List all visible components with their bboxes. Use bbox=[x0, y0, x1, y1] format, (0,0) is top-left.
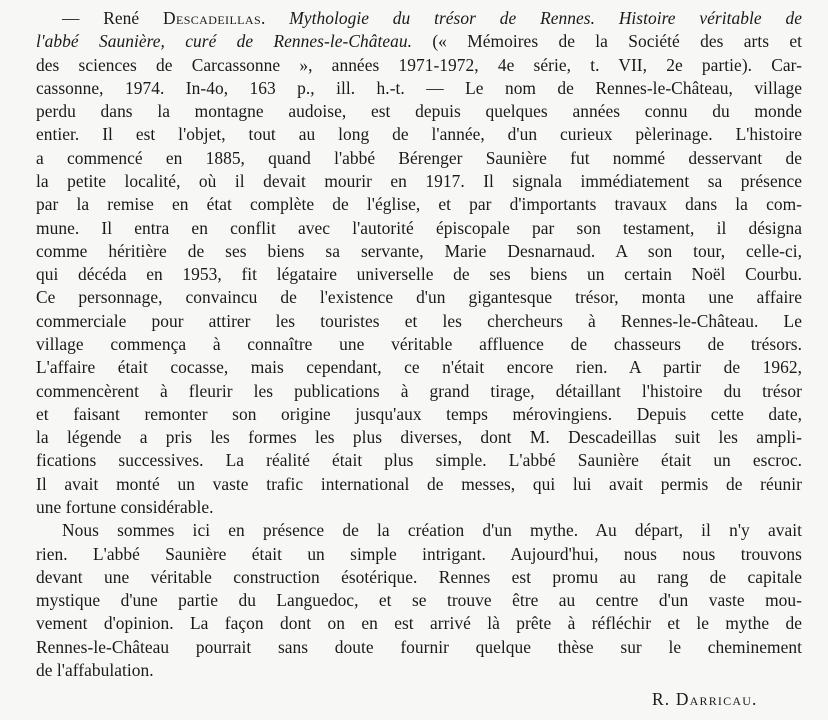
body-line: commencèrent à fleurir les publications à grand tirage, détaillant l'histoire du trésor bbox=[36, 380, 802, 401]
body-line: a commencé en 1885, quand l'abbé Bérenger Saunière fut nommé desservant de bbox=[36, 147, 802, 168]
body-line: Il avait monté un vaste trafic international de messes, qui lui avait permis de réunir bbox=[36, 473, 802, 494]
title-separator: . bbox=[261, 8, 290, 28]
review-heading-line-2 bbox=[36, 31, 802, 51]
paragraph-2-line: devant une véritable construction ésotérique. Rennes est promu au rang de capitale bbox=[36, 566, 802, 587]
author-first-name: René bbox=[103, 8, 164, 28]
body-line: la légende a pris les formes les plus diverses, dont M. Descadeillas suit les ampli- bbox=[36, 427, 802, 448]
paragraph-2-line: rien. L'abbé Saunière était un simple intrigant. Aujourd'hui, nous nous trouvons bbox=[36, 543, 802, 564]
body-line: qui décéda en 1953, fit légataire universelle de ses biens un certain Noël Courbu. bbox=[36, 264, 802, 285]
book-title-part-1: Mythologie du trésor de Rennes. Histoire véritable de bbox=[289, 8, 802, 28]
body-line: la petite localité, où il devait mourir en 1917. Il signala immédiatement sa présence bbox=[36, 171, 802, 191]
body-line: entier. Il est l'objet, tout au long de l'année, d'un curieux pèlerinage. L'histoire bbox=[36, 124, 802, 145]
paragraph-2-line: vement d'opinion. La façon dont on en est arrivé là prête à réfléchir et le mythe de bbox=[36, 613, 802, 634]
body-line: des sciences de Carcassonne », années 1971-1972, 4e série, t. VII, 2e partie). Car- bbox=[36, 54, 802, 75]
body-line: une fortune considérable. bbox=[36, 497, 214, 517]
body-line: fications successives. La réalité était plus simple. L'abbé Saunière était un escroc. bbox=[36, 450, 802, 471]
paragraph-2-line: Rennes-le-Château pourrait sans doute fournir quelque thèse sur le cheminement bbox=[36, 636, 802, 657]
reviewer-signature: R. Darricau. bbox=[652, 689, 758, 709]
publication-info: (« Mémoires de la Société des arts et bbox=[412, 31, 802, 52]
body-line: commerciale pour attirer les touristes et les chercheurs à Rennes-le-Château. Le bbox=[36, 310, 802, 331]
body-line: mune. Il entra en conflit avec l'autorité épiscopale par son testament, il désigna bbox=[36, 217, 802, 238]
paragraph-2-line: Nous sommes ici en présence de la création d'un mythe. Au départ, il n'y avait bbox=[62, 520, 802, 541]
body-line: par la remise en état complète de l'église, et par d'importants travaux dans la com- bbox=[36, 194, 802, 215]
paragraph-2-line: de l'affabulation. bbox=[36, 660, 154, 680]
body-line: village commença à connaître une véritable affluence de chasseurs de trésors. bbox=[36, 334, 802, 354]
body-line: Ce personnage, convaincu de l'existence d'un gigantesque trésor, monta une affaire bbox=[36, 287, 802, 308]
body-line: L'affaire était cocasse, mais cependant, ce n'était encore rien. A partir de 1962, bbox=[36, 357, 802, 378]
body-line: et faisant remonter son origine jusqu'aux temps mérovingiens. Depuis cette date, bbox=[36, 403, 802, 424]
body-line: perdu dans la montagne audoise, est depuis quelques années connu du monde bbox=[36, 101, 802, 122]
body-line: cassonne, 1974. In-4o, 163 p., ill. h.-t. — Le nom de Rennes-le-Château, village bbox=[36, 77, 802, 98]
em-dash: — bbox=[62, 8, 104, 28]
book-title-part-2: l'abbé Saunière, curé de Rennes-le-Château. bbox=[36, 31, 413, 52]
body-line: comme héritière de ses biens sa servante, Marie Desnarnaud. A son tour, celle-ci, bbox=[36, 240, 802, 261]
review-heading-line-1 bbox=[62, 8, 802, 28]
author-last-name: Descadeillas bbox=[163, 8, 262, 28]
paragraph-2-line: mystique d'une partie du Languedoc, et se trouve être au centre d'un vaste mou- bbox=[36, 590, 802, 611]
